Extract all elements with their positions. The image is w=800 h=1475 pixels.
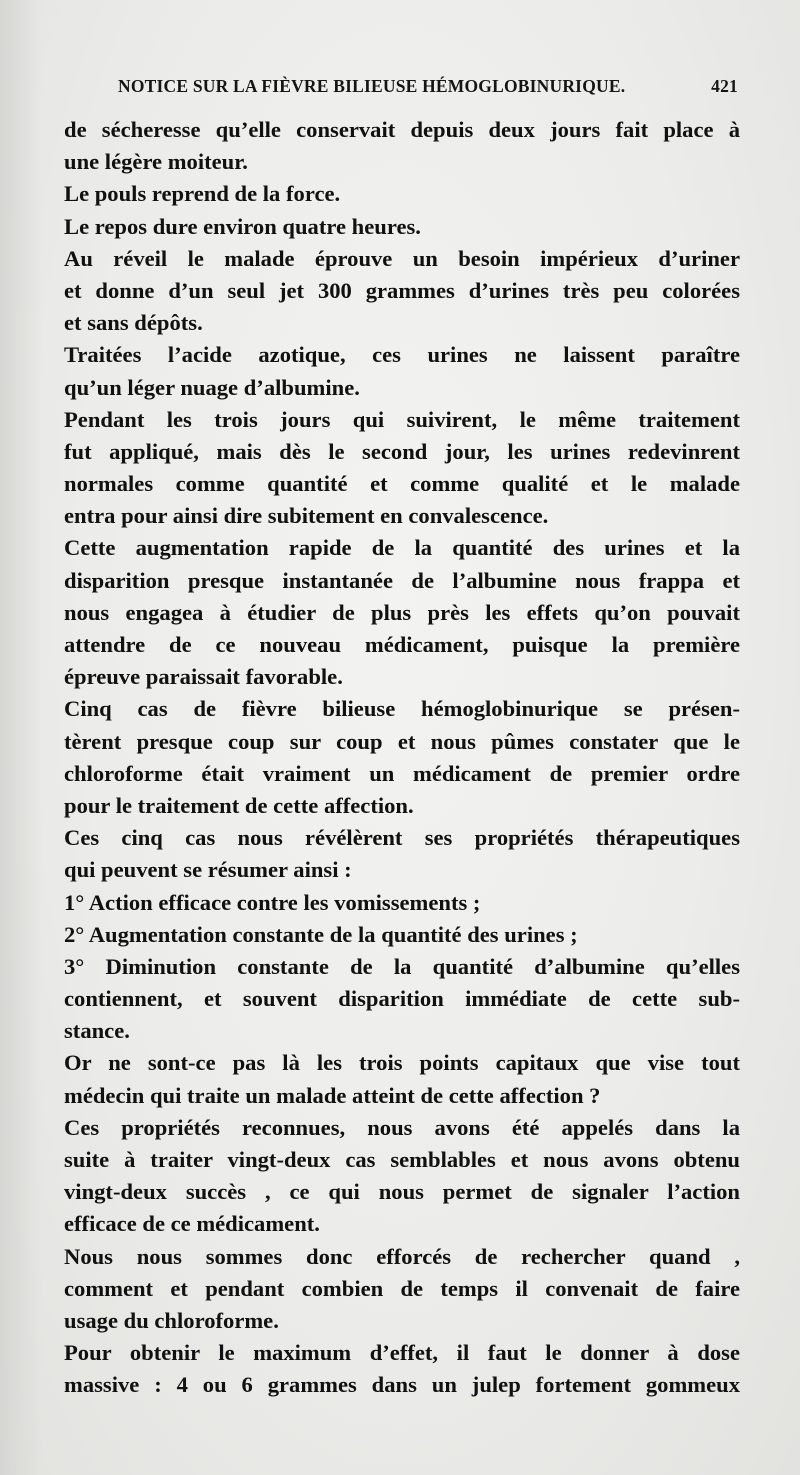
text-line: attendre de ce nouveau médicament, puisque la première bbox=[64, 632, 740, 657]
text-line: efficace de ce médicament. bbox=[64, 1211, 320, 1237]
text-line: une légère moiteur. bbox=[64, 149, 248, 175]
text-line: usage du chloroforme. bbox=[64, 1307, 279, 1333]
text-line: normales comme quantité et comme qualité et le malade bbox=[64, 471, 740, 497]
text-line: Le repos dure environ quatre heures. bbox=[64, 213, 421, 239]
text-line: disparition presque instantanée de l’albumine nous frappa et bbox=[64, 567, 740, 593]
body-text bbox=[64, 114, 740, 1402]
text-line: Le pouls reprend de la force. bbox=[64, 181, 341, 207]
text-line: chloroforme était vraiment un médicament de premier ordre bbox=[64, 760, 740, 786]
text-line: Traitées l’acide azotique, ces urines ne laissent paraître bbox=[64, 342, 740, 368]
text-line: suite à traiter vingt-deux cas semblables et nous avons obtenu bbox=[64, 1147, 740, 1172]
page-gutter-shadow bbox=[0, 0, 42, 1475]
text-line: entra pour ainsi dire subitement en convalescence. bbox=[64, 503, 549, 529]
text-line: Cinq cas de fièvre bilieuse hémoglobinurique se présen- bbox=[64, 696, 740, 722]
text-line: épreuve paraissait favorable. bbox=[64, 664, 343, 690]
text-line: Or ne sont-ce pas là les trois points capitaux que vise tout bbox=[64, 1050, 740, 1076]
text-line: de sécheresse qu’elle conservait depuis deux jours fait place à bbox=[64, 117, 740, 142]
text-line: massive : 4 ou 6 grammes dans un julep fortement gommeux bbox=[64, 1372, 740, 1398]
text-line: comment et pendant combien de temps il convenait de faire bbox=[64, 1275, 740, 1301]
text-line: médecin qui traite un malade atteint de cette affection ? bbox=[64, 1082, 601, 1108]
text-line: Pour obtenir le maximum d’effet, il faut le donner à dose bbox=[64, 1340, 740, 1366]
text-line: Au réveil le malade éprouve un besoin impérieux d’uriner bbox=[64, 245, 740, 271]
text-line: 3° Diminution constante de la quantité d’albumine qu’elles bbox=[64, 953, 740, 979]
text-line: nous engagea à étudier de plus près les effets qu’on pouvait bbox=[64, 599, 740, 625]
text-line: qu’un léger nuage d’albumine. bbox=[64, 374, 360, 400]
running-head bbox=[118, 76, 738, 104]
text-line: stance. bbox=[64, 1018, 130, 1044]
text-line: Ces propriétés reconnues, nous avons été appelés dans la bbox=[64, 1114, 740, 1140]
running-head-title: NOTICE SUR LA FIÈVRE BILIEUSE HÉMOGLOBINURIQUE. bbox=[118, 76, 626, 96]
text-line: et sans dépôts. bbox=[64, 310, 203, 336]
text-line: contiennent, et souvent disparition immédiate de cette sub- bbox=[64, 986, 740, 1012]
page-number: 421 bbox=[711, 76, 738, 96]
text-line: Pendant les trois jours qui suivirent, le même traitement bbox=[64, 406, 740, 432]
text-line: fut appliqué, mais dès le second jour, les urines redevinrent bbox=[64, 438, 740, 464]
text-line: 1° Action efficace contre les vomissements ; bbox=[64, 889, 481, 915]
text-line: et donne d’un seul jet 300 grammes d’urines très peu colorées bbox=[64, 277, 740, 303]
text-line: Ces cinq cas nous révélèrent ses propriétés thérapeutiques bbox=[64, 825, 740, 851]
text-line: tèrent presque coup sur coup et nous pûmes constater que le bbox=[64, 728, 740, 754]
text-line: qui peuvent se résumer ainsi : bbox=[64, 857, 352, 883]
text-line: pour le traitement de cette affection. bbox=[64, 792, 414, 818]
text-line: Cette augmentation rapide de la quantité des urines et la bbox=[64, 535, 740, 561]
text-line: 2° Augmentation constante de la quantité des urines ; bbox=[64, 921, 578, 947]
text-line: vingt-deux succès , ce qui nous permet de signaler l’action bbox=[64, 1179, 740, 1205]
text-line: Nous nous sommes donc efforcés de rechercher quand , bbox=[64, 1243, 740, 1269]
